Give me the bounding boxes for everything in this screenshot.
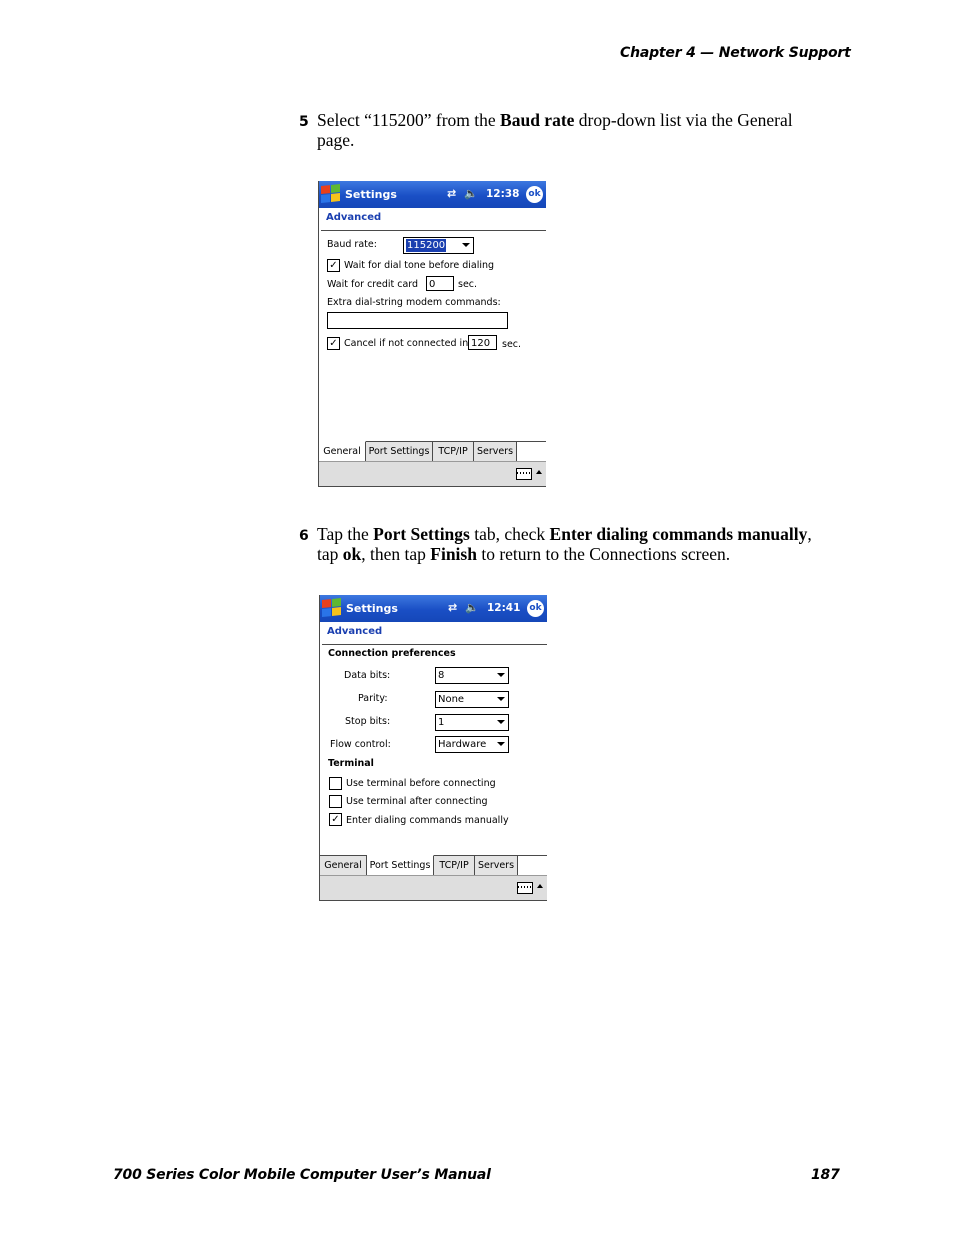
chevron-down-icon xyxy=(497,742,505,746)
parity-label: Parity: xyxy=(358,693,388,704)
menu-bar xyxy=(319,461,546,486)
credit-card-label: Wait for credit card xyxy=(327,279,419,290)
tab-tcp-ip[interactable]: TCP/IP xyxy=(434,856,475,875)
input-panel-arrow-icon[interactable] xyxy=(536,470,542,474)
terminal-after-checkbox[interactable] xyxy=(329,795,342,808)
step-6 xyxy=(299,524,819,564)
terminal-before-checkbox[interactable] xyxy=(329,777,342,790)
chevron-down-icon xyxy=(497,697,505,701)
parity-dropdown[interactable] xyxy=(435,691,509,708)
divider xyxy=(322,644,547,645)
input-panel-arrow-icon[interactable] xyxy=(537,884,543,888)
connectivity-volume-icons[interactable]: ⇄ 🔈 xyxy=(447,187,480,200)
page-subtitle: Advanced xyxy=(327,626,383,637)
cancel-unit: sec. xyxy=(502,339,522,350)
flow-control-dropdown[interactable] xyxy=(435,736,509,753)
tab-general[interactable]: General xyxy=(320,856,367,875)
title-bar xyxy=(319,181,546,208)
windows-start-icon[interactable] xyxy=(322,598,342,619)
terminal-heading: Terminal xyxy=(328,758,374,769)
connection-preferences-heading: Connection preferences xyxy=(328,648,456,659)
app-title: Settings xyxy=(346,602,398,615)
terminal-before-label: Use terminal before connecting xyxy=(346,778,496,789)
settings-screenshot-general xyxy=(318,181,546,487)
keyboard-icon[interactable] xyxy=(516,468,532,480)
data-bits-value: 8 xyxy=(438,670,445,681)
tab-port-settings[interactable]: Port Settings xyxy=(366,442,433,461)
chevron-down-icon xyxy=(497,720,505,724)
tab-general[interactable]: General xyxy=(319,441,366,462)
step-number: 5 xyxy=(299,114,309,130)
manual-dialing-label: Enter dialing commands manually xyxy=(346,815,509,826)
flow-control-label: Flow control: xyxy=(330,739,391,750)
cancel-timeout-input[interactable]: 120 xyxy=(468,335,497,350)
credit-card-input[interactable]: 0 xyxy=(426,276,454,291)
cancel-label: Cancel if not connected in xyxy=(344,338,469,349)
tab-bar xyxy=(320,855,547,876)
tab-servers[interactable]: Servers xyxy=(474,442,517,461)
ok-button[interactable]: ok xyxy=(526,186,543,203)
chevron-down-icon xyxy=(497,673,505,677)
page-subtitle: Advanced xyxy=(326,212,382,223)
chevron-down-icon xyxy=(462,243,470,247)
step-text: Tap the Port Settings tab, check Enter dialing commands manually, tap ok, then tap Finish to return to the Connections screen. xyxy=(317,524,812,564)
tab-tcp-ip[interactable]: TCP/IP xyxy=(433,442,474,461)
stop-bits-value: 1 xyxy=(438,717,445,728)
baud-rate-label: Baud rate: xyxy=(327,239,377,250)
data-bits-label: Data bits: xyxy=(344,670,391,681)
stop-bits-dropdown[interactable] xyxy=(435,714,509,731)
flow-control-value: Hardware xyxy=(438,739,487,750)
keyboard-icon[interactable] xyxy=(517,882,533,894)
menu-bar xyxy=(320,875,547,900)
settings-screenshot-port xyxy=(319,595,547,901)
windows-start-icon[interactable] xyxy=(321,184,341,205)
baud-rate-value: 115200 xyxy=(407,240,446,251)
cancel-checkbox[interactable]: ✓ xyxy=(327,337,340,350)
divider xyxy=(321,230,546,231)
title-bar xyxy=(320,595,547,622)
parity-value: None xyxy=(438,694,465,705)
ok-button[interactable]: ok xyxy=(527,600,544,617)
manual-title: 700 Series Color Mobile Computer User’s Manual xyxy=(113,1167,491,1183)
step-5 xyxy=(299,110,819,150)
page-number: 187 xyxy=(811,1167,840,1183)
tab-bar xyxy=(319,441,546,462)
dial-tone-checkbox[interactable]: ✓ xyxy=(327,259,340,272)
app-title: Settings xyxy=(345,188,397,201)
clock[interactable]: 12:41 xyxy=(487,602,521,614)
extra-commands-input[interactable] xyxy=(327,312,508,329)
manual-dialing-checkbox[interactable]: ✓ xyxy=(329,813,342,826)
terminal-after-label: Use terminal after connecting xyxy=(346,796,488,807)
step-number: 6 xyxy=(299,528,309,544)
tab-servers[interactable]: Servers xyxy=(475,856,518,875)
dial-tone-label: Wait for dial tone before dialing xyxy=(344,260,495,271)
credit-card-unit: sec. xyxy=(458,279,478,290)
clock[interactable]: 12:38 xyxy=(486,188,520,200)
data-bits-dropdown[interactable] xyxy=(435,667,509,684)
connectivity-volume-icons[interactable]: ⇄ 🔈 xyxy=(448,601,481,614)
tab-port-settings[interactable]: Port Settings xyxy=(367,855,434,876)
baud-rate-dropdown[interactable] xyxy=(403,237,474,254)
extra-commands-label: Extra dial-string modem commands: xyxy=(327,297,501,308)
stop-bits-label: Stop bits: xyxy=(345,716,391,727)
chapter-header: Chapter 4 — Network Support xyxy=(620,45,851,61)
step-text: Select “115200” from the Baud rate drop-down list via the General page. xyxy=(317,110,793,150)
